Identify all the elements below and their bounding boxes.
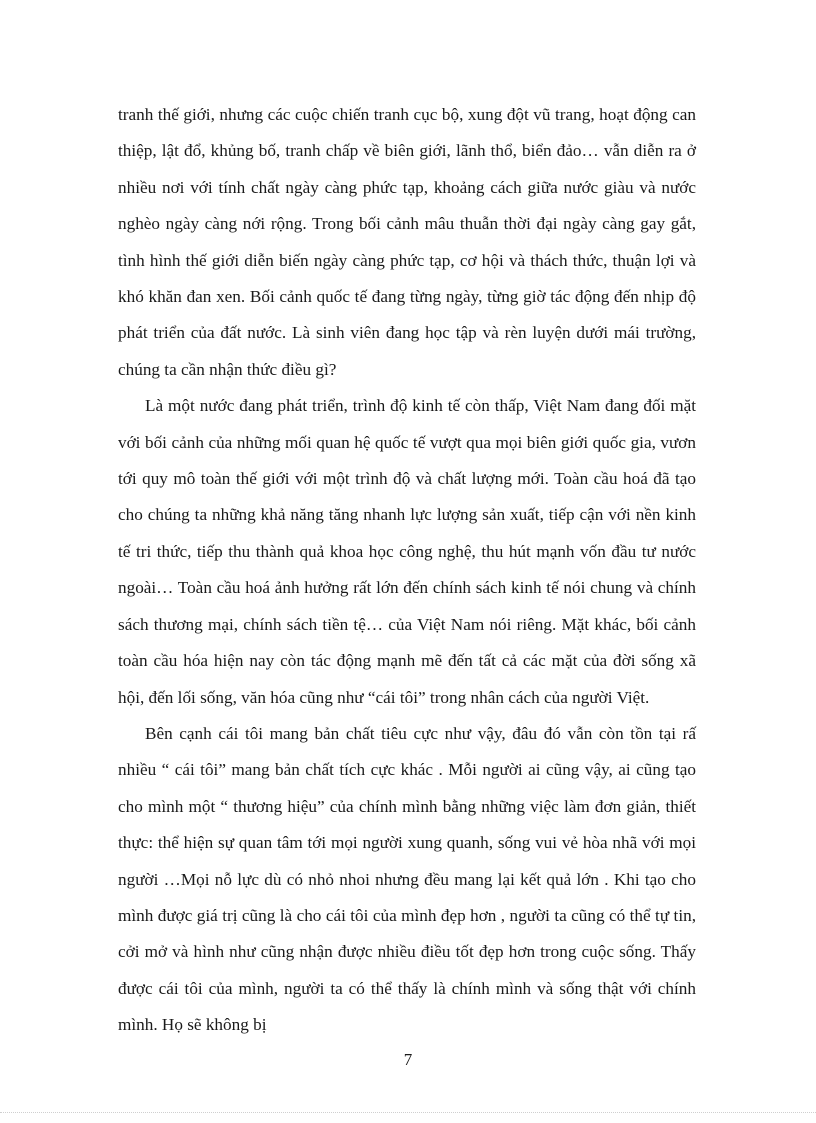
page-number: 7 xyxy=(403,1050,413,1069)
paragraph-globalization: Là một nước đang phát triển, trình độ kinh tế còn thấp, Việt Nam đang đối mặt với bối cảnh của những mối quan hệ quốc tế vượt qua mọi biên giới quốc gia, vươn tới quy mô toàn thế giới với một trình độ và chất lượng mới. Toàn cầu hoá đã tạo cho chúng ta những khả năng tăng nhanh lực lượng sản xuất, tiếp cận với nền kinh tế tri thức, tiếp thu thành quả khoa học công nghệ, thu hút mạnh vốn đầu tư nước ngoài… Toàn cầu hoá ảnh hưởng rất lớn đến chính sách kinh tế nói chung và chính sách thương mại, chính sách tiền tệ… của Việt Nam nói riêng. Mặt khác, bối cảnh toàn cầu hóa hiện nay còn tác động mạnh mẽ đến tất cả các mặt của đời sống xã hội, đến lối sống, văn hóa cũng như “cái tôi” trong nhân cách của người Việt. xyxy=(118,396,696,707)
body-text xyxy=(118,97,696,1044)
paragraph-continuation: tranh thế giới, nhưng các cuộc chiến tranh cục bộ, xung đột vũ trang, hoạt động can thiệp, lật đổ, khủng bố, tranh chấp về biên giới, lãnh thổ, biển đảo… vẫn diễn ra ở nhiều nơi với tính chất ngày càng phức tạp, khoảng cách giữa nước giàu và nước nghèo ngày càng nới rộng. Trong bối cảnh mâu thuẫn thời đại ngày càng gay gắt, tình hình thế giới diễn biến ngày càng phức tạp, cơ hội và thách thức, thuận lợi và khó khăn đan xen. Bối cảnh quốc tế đang từng ngày, từng giờ tác động đến nhịp độ phát triển của đất nước. Là sinh viên đang học tập và rèn luyện dưới mái trường, chúng ta cần nhận thức điều gì? xyxy=(118,105,696,379)
page-bottom-divider xyxy=(0,1112,816,1113)
paragraph-positive-self: Bên cạnh cái tôi mang bản chất tiêu cực như vậy, đâu đó vẫn còn tồn tại rấ nhiều “ cái tôi” mang bản chất tích cực khác . Mỗi người ai cũng vậy, ai cũng tạo cho mình một “ thương hiệu” của chính mình bằng những việc làm đơn giản, thiết thực: thể hiện sự quan tâm tới mọi người xung quanh, sống vui vẻ hòa nhã với mọi người …Mọi nỗ lực dù có nhỏ nhoi nhưng đều mang lại kết quả lớn . Khi tạo cho mình được giá trị cũng là cho cái tôi của mình đẹp hơn , người ta cũng có thể tự tin, cởi mở và hình như cũng nhận được nhiều điều tốt đẹp hơn trong cuộc sống. Thấy được cái tôi của mình, người ta có thể thấy là chính mình và sống thật với chính mình. Họ sẽ không bị xyxy=(118,723,696,1035)
